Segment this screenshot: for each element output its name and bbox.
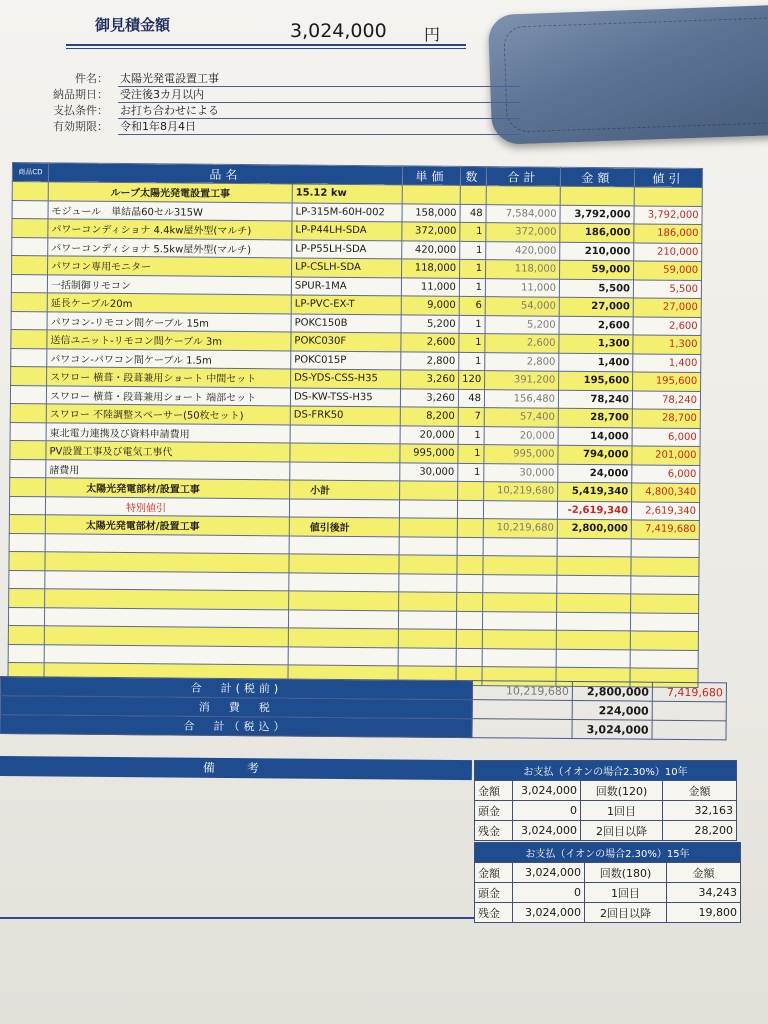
empty-cell (557, 612, 631, 631)
item-code-cell (11, 329, 47, 348)
item-quantity: 1 (458, 426, 484, 445)
item-amount: 78,240 (558, 390, 632, 409)
item-amount: 794,000 (558, 445, 632, 464)
total-empty-discount (652, 720, 726, 740)
empty-cell (631, 557, 699, 576)
info-label: 納品期日： (53, 88, 108, 101)
empty-cell (289, 591, 399, 610)
leather-pouch-stitching (503, 17, 768, 132)
item-quantity: 7 (458, 407, 484, 426)
pretax-discount: 7,419,680 (652, 682, 726, 702)
item-model: DS-YDS-CSS-H35 (291, 369, 401, 388)
item-model: LP-P44LH-SDA (292, 221, 402, 240)
payment-15y-kingaku: 金額 (667, 863, 741, 883)
item-discount: 6,000 (632, 427, 700, 446)
item-unit-price: 158,000 (402, 203, 460, 222)
empty-cell (631, 612, 699, 631)
item-quantity: 6 (459, 296, 485, 315)
payment-10y-amount-value: 3,024,000 (513, 781, 581, 801)
item-subtotal: 20,000 (484, 426, 558, 445)
item-amount: 1,400 (559, 353, 633, 372)
empty-cell (8, 607, 44, 626)
item-quantity: 1 (458, 444, 484, 463)
payment-10y-rest-value: 3,024,000 (513, 821, 581, 841)
empty-cell (631, 575, 699, 594)
item-code-cell (10, 440, 46, 459)
item-name: スワロー 不陸調整スペーサー(50枚セット) (46, 404, 290, 425)
item-amount: -2,619,340 (557, 501, 631, 520)
payment-10y-first-label: 1回目 (581, 801, 663, 821)
item-discount: 210,000 (634, 242, 702, 261)
info-label: 有効期限： (53, 120, 108, 133)
item-quantity (457, 518, 483, 537)
empty-cell (399, 592, 457, 611)
payment-plan-10y (474, 760, 737, 841)
pretax-subtotal: 10,219,680 (472, 681, 572, 701)
payment-15y-rest-label: 残金 (475, 903, 513, 923)
payment-10y-after-value: 28,200 (663, 821, 737, 841)
empty-cell (457, 555, 483, 574)
item-code-cell (12, 219, 48, 238)
item-subtotal: 11,000 (485, 278, 559, 297)
item-amount: 14,000 (558, 427, 632, 446)
item-code-cell (11, 348, 47, 367)
empty-cell (483, 574, 557, 593)
item-name: 太陽光発電部材/設置工事 (45, 515, 289, 536)
payment-10y-count: 回数(120) (581, 781, 663, 801)
item-name: パワーコンディショナ 5.5kw屋外型(マルチ) (48, 237, 292, 258)
payment-15y-first-label: 1回目 (585, 883, 667, 903)
item-code-cell (9, 496, 45, 515)
info-value: お打ち合わせによる (118, 102, 520, 119)
empty-cell (556, 630, 630, 649)
item-amount: 5,500 (559, 279, 633, 298)
item-name: 太陽光発電部材/設置工事 (46, 478, 290, 499)
info-label: 支払条件： (53, 104, 108, 117)
item-name: モジュール 単結晶60セル315W (48, 200, 292, 221)
item-subtotal: 2,800 (485, 352, 559, 371)
item-code-cell (11, 292, 47, 311)
item-discount: 1,400 (633, 353, 701, 372)
item-subtotal: 156,480 (484, 389, 558, 408)
item-discount (634, 187, 702, 206)
payment-15y-after-label: 2回目以降 (585, 903, 667, 923)
item-amount: 210,000 (560, 242, 634, 261)
item-discount: 6,000 (632, 464, 700, 483)
item-quantity: 120 (459, 370, 485, 389)
header-amount: 金額 (560, 167, 634, 187)
item-model: POKC030F (291, 332, 401, 351)
empty-cell (483, 611, 557, 630)
item-name: 諸費用 (46, 459, 290, 480)
empty-cell (399, 573, 457, 592)
item-model (289, 498, 399, 517)
item-model: POKC150B (291, 313, 401, 332)
item-discount: 3,792,000 (634, 205, 702, 224)
empty-cell (399, 555, 457, 574)
item-quantity: 1 (460, 222, 486, 241)
payment-15y-title: お支払（イオンの場合2.30%）15年 (475, 843, 741, 863)
empty-cell (483, 537, 557, 556)
payment-10y-after-label: 2回目以降 (581, 821, 663, 841)
item-model (290, 443, 400, 462)
empty-cell (483, 593, 557, 612)
item-amount (560, 186, 634, 205)
empty-cell (8, 644, 44, 663)
item-model: SPUR-1MA (291, 276, 401, 295)
item-unit-price: 5,200 (401, 314, 459, 333)
empty-cell (456, 629, 482, 648)
item-unit-price: 3,260 (400, 388, 458, 407)
item-subtotal: 30,000 (484, 463, 558, 482)
empty-cell (456, 648, 482, 667)
total-empty (472, 719, 572, 739)
empty-cell (9, 533, 45, 552)
empty-cell (398, 647, 456, 666)
item-model: LP-CSLH-SDA (292, 258, 402, 277)
item-code-cell (10, 385, 46, 404)
payment-15y-rest-value: 3,024,000 (513, 903, 585, 923)
payment-plan-15y (474, 842, 741, 923)
info-value: 受注後3カ月以内 (118, 86, 520, 103)
quote-total-currency: 円 (424, 25, 441, 44)
item-name: パワコン-リモコン間ケーブル 15m (47, 311, 291, 332)
quote-total-label: 御見積金額 (95, 16, 171, 34)
empty-cell (45, 589, 289, 610)
empty-cell (9, 551, 45, 570)
item-unit-price (399, 518, 457, 537)
item-quantity (457, 500, 483, 519)
item-amount: 2,800,000 (557, 519, 631, 538)
empty-cell (457, 537, 483, 556)
empty-cell (289, 572, 399, 591)
item-quantity: 1 (458, 463, 484, 482)
item-code-cell (11, 311, 47, 330)
header-quantity: 数 (460, 166, 486, 185)
item-amount: 186,000 (560, 223, 634, 242)
item-code-cell (11, 366, 47, 385)
empty-cell (44, 607, 288, 628)
item-subtotal: 54,000 (485, 297, 559, 316)
item-model: 15.12 kw (292, 184, 402, 203)
item-model: DS-FRK50 (290, 406, 400, 425)
item-quantity (458, 481, 484, 500)
empty-cell (457, 574, 483, 593)
info-value: 太陽光発電設置工事 (118, 70, 520, 87)
item-code-cell (10, 422, 46, 441)
item-model: 値引後計 (289, 517, 399, 536)
item-amount: 28,700 (558, 408, 632, 427)
item-discount: 1,300 (633, 335, 701, 354)
item-unit-price: 8,200 (400, 407, 458, 426)
item-name: パワコン専用モニター (48, 256, 292, 277)
item-discount: 78,240 (632, 390, 700, 409)
item-unit-price (402, 185, 460, 204)
total-incl-label: 合 計（税込） (0, 715, 472, 738)
empty-cell (630, 631, 698, 650)
item-model: LP-315M-60H-002 (292, 202, 402, 221)
item-discount: 7,419,680 (631, 520, 699, 539)
item-amount: 1,300 (559, 334, 633, 353)
item-code-cell (12, 182, 48, 201)
tax-empty (472, 700, 572, 720)
item-discount: 2,600 (633, 316, 701, 335)
item-code-cell (10, 403, 46, 422)
item-unit-price: 995,000 (400, 444, 458, 463)
item-unit-price: 2,800 (401, 351, 459, 370)
info-label: 件名： (75, 72, 108, 85)
item-unit-price (399, 499, 457, 518)
item-amount: 59,000 (560, 260, 634, 279)
item-discount: 5,500 (633, 279, 701, 298)
item-amount: 3,792,000 (560, 205, 634, 224)
pretax-amount: 2,800,000 (572, 681, 652, 701)
item-subtotal: 2,600 (485, 334, 559, 353)
empty-cell (557, 575, 631, 594)
item-subtotal: 10,219,680 (483, 519, 557, 538)
tax-amount: 224,000 (572, 700, 652, 720)
item-amount: 24,000 (558, 464, 632, 483)
empty-cell (44, 644, 288, 665)
header-subtotal: 合計 (486, 167, 560, 187)
item-subtotal: 118,000 (486, 260, 560, 279)
empty-cell (631, 594, 699, 613)
payment-10y-amount-label: 金額 (475, 781, 513, 801)
empty-cell (289, 554, 399, 573)
empty-cell (557, 593, 631, 612)
item-code-cell (9, 514, 45, 533)
item-model (290, 424, 400, 443)
item-name: ループ太陽光発電設置工事 (48, 182, 292, 203)
total-incl-amount: 3,024,000 (572, 719, 652, 739)
item-quantity: 48 (460, 204, 486, 223)
item-discount: 186,000 (634, 224, 702, 243)
payment-10y-down-label: 頭金 (475, 801, 513, 821)
item-quantity: 1 (460, 241, 486, 260)
empty-cell (630, 649, 698, 668)
empty-cell (9, 570, 45, 589)
payment-15y-down-label: 頭金 (475, 883, 513, 903)
item-name: パワーコンディショナ 4.4kw屋外型(マルチ) (48, 219, 292, 240)
item-name: パワコン-パワコン間ケーブル 1.5m (47, 348, 291, 369)
payment-10y-rest-label: 残金 (475, 821, 513, 841)
tax-label: 消 費 税 (0, 696, 472, 719)
empty-cell (557, 538, 631, 557)
empty-cell (456, 611, 482, 630)
tax-empty-discount (652, 701, 726, 721)
quote-total-value: 3,024,000 (290, 20, 387, 42)
empty-cell (631, 538, 699, 557)
item-quantity: 1 (459, 278, 485, 297)
item-subtotal: 372,000 (486, 223, 560, 242)
item-name: 特別値引 (45, 496, 289, 517)
item-model: LP-PVC-EX-T (291, 295, 401, 314)
item-subtotal: 995,000 (484, 445, 558, 464)
item-subtotal: 5,200 (485, 315, 559, 334)
item-code-cell (12, 256, 48, 275)
item-quantity: 1 (459, 352, 485, 371)
item-name: スワロー 横葺・段葺兼用ショート 端部セット (46, 385, 290, 406)
item-discount: 59,000 (634, 261, 702, 280)
empty-cell (556, 649, 630, 668)
empty-cell (483, 556, 557, 575)
item-quantity: 48 (458, 389, 484, 408)
empty-cell (288, 646, 398, 665)
empty-cell (399, 536, 457, 555)
item-unit-price: 118,000 (402, 259, 460, 278)
item-name: 一括制御リモコン (47, 274, 291, 295)
payment-10y-first-value: 32,163 (663, 801, 737, 821)
item-unit-price: 20,000 (400, 425, 458, 444)
item-model: DS-KW-TSS-H35 (290, 387, 400, 406)
item-code-cell (10, 459, 46, 478)
payment-15y-amount-label: 金額 (475, 863, 513, 883)
empty-cell (289, 535, 399, 554)
item-code-cell (12, 200, 48, 219)
line-items-table (7, 162, 703, 688)
item-name: スワロー 横葺・段葺兼用ショート 中間セット (47, 367, 291, 388)
empty-cell (557, 556, 631, 575)
item-model: POKC015P (291, 350, 401, 369)
item-discount: 195,600 (633, 372, 701, 391)
empty-cell (45, 570, 289, 591)
header-unit-price: 単価 (402, 166, 460, 186)
empty-cell (8, 625, 44, 644)
item-name: 送信ユニット-リモコン間ケーブル 3m (47, 330, 291, 351)
empty-cell (482, 648, 556, 667)
payment-15y-count: 回数(180) (585, 863, 667, 883)
item-amount: 2,600 (559, 316, 633, 335)
item-subtotal: 10,219,680 (484, 482, 558, 501)
payment-15y-after-value: 19,800 (667, 903, 741, 923)
item-unit-price: 372,000 (402, 222, 460, 241)
item-unit-price: 2,600 (401, 333, 459, 352)
item-code-cell (10, 477, 46, 496)
item-quantity: 1 (459, 333, 485, 352)
item-name: PV設置工事及び電気工事代 (46, 441, 290, 462)
item-subtotal: 7,584,000 (486, 204, 560, 223)
payment-10y-down-value: 0 (513, 801, 581, 821)
item-discount: 27,000 (633, 298, 701, 317)
item-unit-price: 3,260 (401, 370, 459, 389)
empty-cell (44, 626, 288, 647)
empty-cell (398, 610, 456, 629)
payment-10y-title: お支払（イオンの場合2.30%）10年 (475, 761, 737, 781)
item-discount: 28,700 (632, 409, 700, 428)
item-subtotal (486, 186, 560, 205)
payment-15y-first-value: 34,243 (667, 883, 741, 903)
item-quantity: 1 (459, 315, 485, 334)
item-code-cell (11, 274, 47, 293)
payment-15y-down-value: 0 (513, 883, 585, 903)
item-unit-price: 9,000 (401, 296, 459, 315)
totals-table (0, 676, 727, 740)
item-model: LP-P55LH-SDA (292, 239, 402, 258)
total-underline (66, 44, 466, 46)
item-quantity (460, 185, 486, 204)
item-unit-price: 11,000 (401, 277, 459, 296)
item-unit-price: 30,000 (400, 462, 458, 481)
empty-cell (45, 533, 289, 554)
empty-cell (9, 588, 45, 607)
item-subtotal: 391,200 (485, 371, 559, 390)
empty-cell (288, 628, 398, 647)
item-discount: 4,800,340 (632, 483, 700, 502)
header-item-name: 品名 (48, 163, 402, 185)
empty-cell (288, 609, 398, 628)
empty-cell (45, 552, 289, 573)
item-model: 小計 (290, 480, 400, 499)
payment-10y-kingaku: 金額 (663, 781, 737, 801)
item-name: 東北電力連携及び資料申請費用 (46, 422, 290, 443)
item-subtotal: 57,400 (484, 408, 558, 427)
header-discount: 値引 (634, 168, 702, 188)
remarks-header: 備 考 (0, 756, 472, 780)
item-code-cell (12, 237, 48, 256)
item-discount: 201,000 (632, 446, 700, 465)
item-model (290, 461, 400, 480)
empty-cell (457, 592, 483, 611)
item-amount: 195,600 (559, 371, 633, 390)
item-discount: 2,619,340 (631, 501, 699, 520)
empty-cell (398, 629, 456, 648)
item-subtotal: 420,000 (486, 241, 560, 260)
total-underline-secondary (66, 48, 466, 49)
header-product-code: 商品CD (12, 163, 48, 182)
item-amount: 5,419,340 (558, 482, 632, 501)
item-amount: 27,000 (559, 297, 633, 316)
info-value: 令和1年8月4日 (118, 118, 520, 135)
item-quantity: 1 (460, 259, 486, 278)
item-unit-price: 420,000 (402, 240, 460, 259)
empty-cell (482, 630, 556, 649)
pretax-label: 合 計(税前) (0, 677, 472, 700)
item-name: 延長ケーブル20m (47, 293, 291, 314)
payment-15y-amount-value: 3,024,000 (513, 863, 585, 883)
item-unit-price (400, 481, 458, 500)
item-subtotal (483, 500, 557, 519)
